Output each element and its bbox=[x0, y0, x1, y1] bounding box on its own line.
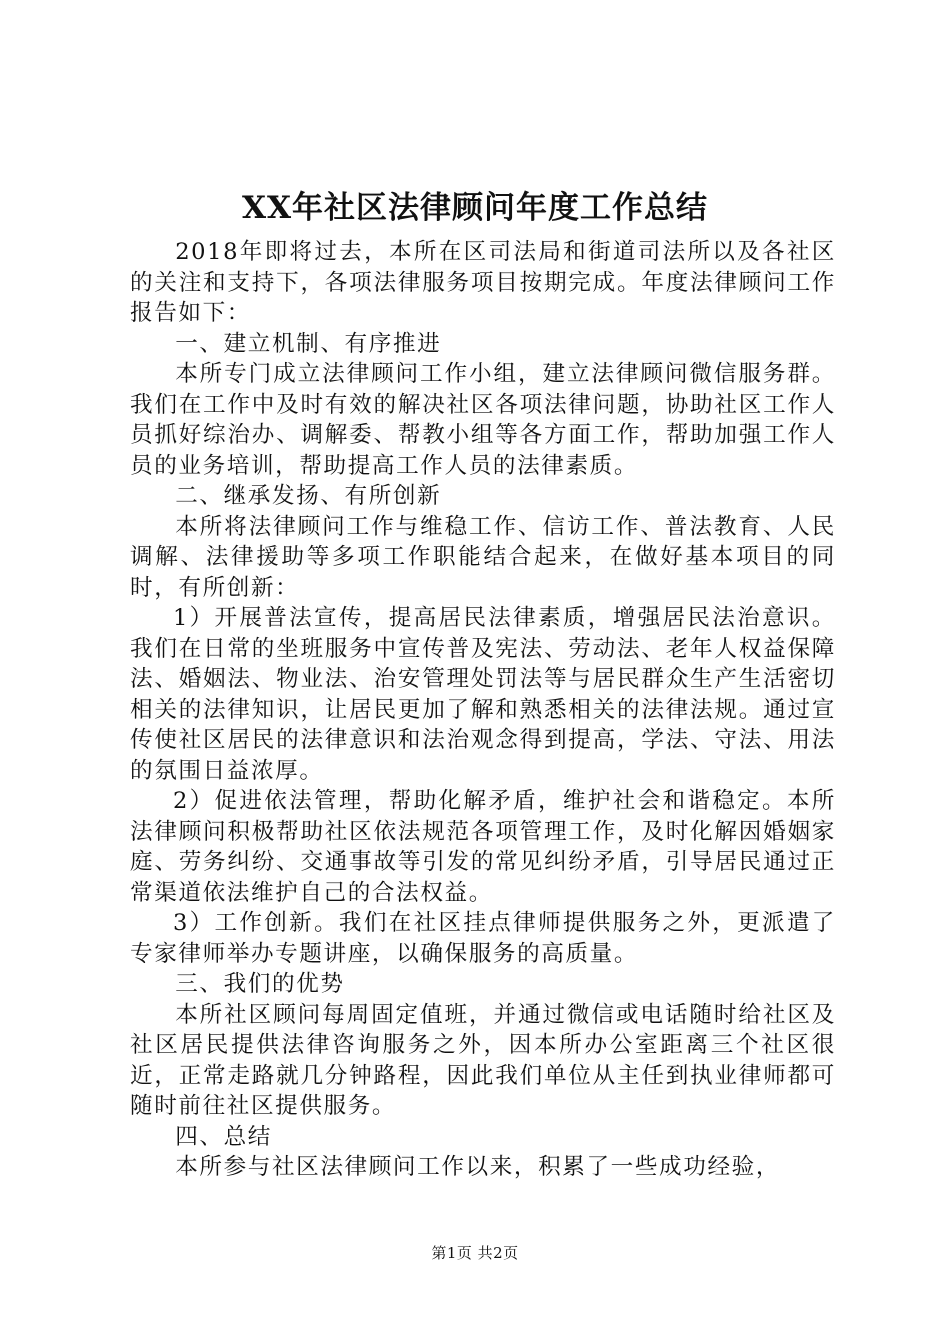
section-heading-3: 三、我们的优势 bbox=[175, 971, 345, 997]
paragraph-section-4: 本所参与社区法律顾问工作以来，积累了一些成功经验， bbox=[175, 1154, 781, 1180]
paragraph-intro: 2018年即将过去，本所在区司法局和街道司法所以及各社区的关注和支持下，各项法律服务项目按期完成。年度法律顾问工作报告如下： bbox=[130, 239, 836, 326]
paragraph-section-3: 本所社区顾问每周固定值班，并通过微信或电话随时给社区及社区居民提供法律咨询服务之外，因本所办公室距离三个社区很近，正常走路就几分钟路程，因此我们单位从主任到执业律师都可随时前往社区提供服务。 bbox=[130, 1001, 836, 1119]
paragraph-section-2: 本所将法律顾问工作与维稳工作、信访工作、普法教育、人民调解、法律援助等多项工作职能结合起来，在做好基本项目的同时，有所创新： bbox=[130, 513, 836, 601]
list-item-2: 2）促进依法管理，帮助化解矛盾，维护社会和谐稳定。本所法律顾问积极帮助社区依法规范各项管理工作，及时化解因婚姻家庭、劳务纠纷、交通事故等引发的常见纠纷矛盾，引导居民通过正常渠道依法维护自己的合法权益。 bbox=[130, 788, 836, 906]
page-footer: 第1页 共2页 bbox=[431, 1244, 519, 1262]
list-item-3: 3）工作创新。我们在社区挂点律师提供服务之外，更派遣了专家律师举办专题讲座，以确保服务的高质量。 bbox=[130, 910, 836, 967]
section-heading-4: 四、总结 bbox=[175, 1123, 272, 1150]
section-heading-2: 二、继承发扬、有所创新 bbox=[175, 483, 442, 509]
section-heading-1: 一、建立机制、有序推进 bbox=[175, 330, 442, 357]
document-title: XX年社区法律顾问年度工作总结 bbox=[241, 190, 709, 226]
paragraph-section-1: 本所专门成立法律顾问工作小组，建立法律顾问微信服务群。我们在工作中及时有效的解决社区各项法律问题，协助社区工作人员抓好综治办、调解委、帮教小组等各方面工作，帮助加强工作人员的业务培训，帮助提高工作人员的法律素质。 bbox=[130, 361, 836, 479]
list-item-1: 1）开展普法宣传，提高居民法律素质，增强居民法治意识。我们在日常的坐班服务中宣传普及宪法、劳动法、老年人权益保障法、婚姻法、物业法、治安管理处罚法等与居民群众生产生活密切相关的法律知识，让居民更加了解和熟悉相关的法律法规。通过宣传使社区居民的法律意识和法治观念得到提高，学法、守法、用法的氛围日益浓厚。 bbox=[130, 605, 836, 784]
document-body bbox=[130, 237, 836, 1183]
